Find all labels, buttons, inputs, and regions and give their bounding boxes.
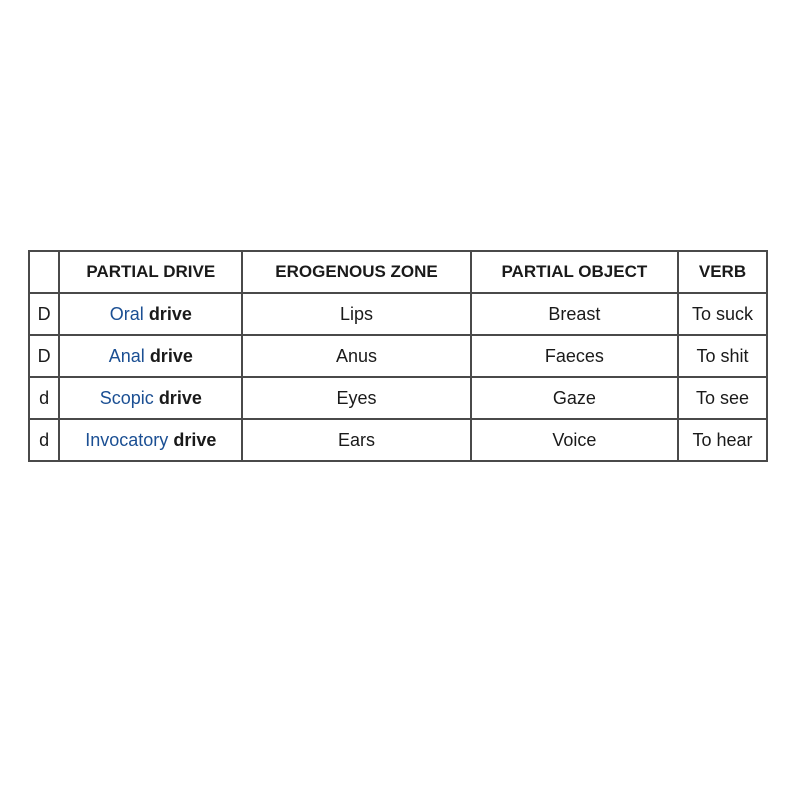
row-erogenous-zone: Ears <box>242 419 470 461</box>
drive-word: drive <box>149 345 193 366</box>
row-erogenous-zone: Anus <box>242 335 470 377</box>
row-partial-object: Voice <box>471 419 678 461</box>
drive-word: drive <box>148 303 192 324</box>
row-letter: d <box>29 377 59 419</box>
drive-word: drive <box>173 429 217 450</box>
row-letter: D <box>29 335 59 377</box>
row-partial-drive <box>59 293 242 335</box>
header-partial-drive: PARTIAL DRIVE <box>59 251 242 293</box>
drive-name: Invocatory <box>85 429 169 450</box>
drive-name: Scopic <box>99 387 154 408</box>
row-letter: D <box>29 293 59 335</box>
row-verb: To suck <box>678 293 767 335</box>
header-verb: VERB <box>678 251 767 293</box>
row-partial-object: Gaze <box>471 377 678 419</box>
header-partial-object: PARTIAL OBJECT <box>471 251 678 293</box>
row-verb: To see <box>678 377 767 419</box>
table-row <box>29 377 767 419</box>
drive-name: Oral <box>109 303 144 324</box>
drive-word: drive <box>158 387 202 408</box>
row-partial-object: Faeces <box>471 335 678 377</box>
partial-drives-table <box>28 250 768 462</box>
row-erogenous-zone: Eyes <box>242 377 470 419</box>
row-partial-drive <box>59 377 242 419</box>
row-partial-drive <box>59 419 242 461</box>
row-letter: d <box>29 419 59 461</box>
header-erogenous-zone: EROGENOUS ZONE <box>242 251 470 293</box>
row-verb: To shit <box>678 335 767 377</box>
table-row <box>29 293 767 335</box>
row-verb: To hear <box>678 419 767 461</box>
row-erogenous-zone: Lips <box>242 293 470 335</box>
header-row <box>29 251 767 293</box>
header-letter <box>29 251 59 293</box>
row-partial-object: Breast <box>471 293 678 335</box>
row-partial-drive <box>59 335 242 377</box>
drive-name: Anal <box>108 345 145 366</box>
table-row <box>29 419 767 461</box>
table-row <box>29 335 767 377</box>
